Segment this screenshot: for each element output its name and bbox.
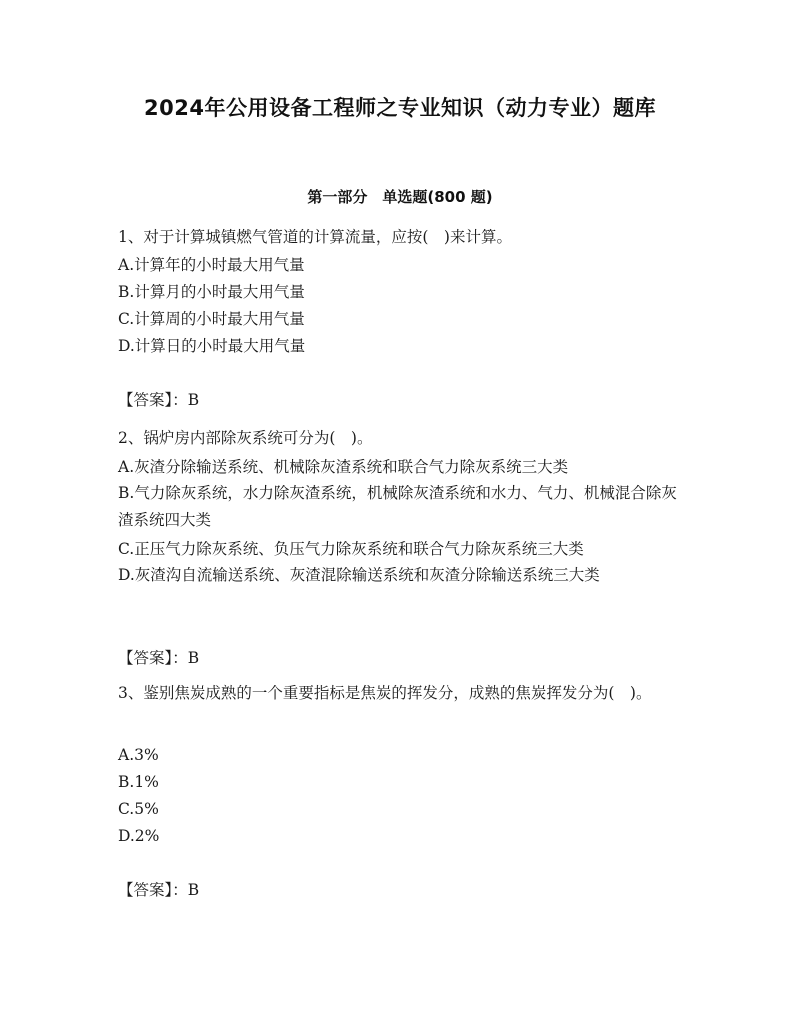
answer-label: 【答案】： [118, 391, 188, 409]
option-c: C.计算周的小时最大用气量 [118, 310, 305, 328]
option-a: A.计算年的小时最大用气量 [118, 256, 305, 274]
option-c: C.正压气力除灰系统、负压气力除灰系统和联合气力除灰系统三大类 [118, 540, 584, 558]
page-title: 2024年公用设备工程师之专业知识（动力专业）题库 [144, 96, 656, 120]
answer-line [118, 390, 199, 410]
question-stem: 1、对于计算城镇燃气管道的计算流量，应按( )来计算。 [118, 228, 512, 246]
answer-label: 【答案】： [118, 881, 188, 899]
option-d: D.灰渣沟自流输送系统、灰渣混除输送系统和灰渣分除输送系统三大类 [118, 566, 600, 584]
answer-line [118, 880, 199, 900]
question-stem: 3、鉴别焦炭成熟的一个重要指标是焦炭的挥发分，成熟的焦炭挥发分为( )。 [118, 684, 652, 702]
answer-value: B [187, 649, 200, 667]
answer-line [118, 648, 199, 668]
option-a: A.灰渣分除输送系统、机械除灰渣系统和联合气力除灰系统三大类 [118, 458, 569, 476]
option-b: B.计算月的小时最大用气量 [118, 283, 305, 301]
answer-value: B [187, 391, 200, 409]
option-a: A.3% [118, 746, 159, 764]
section-title: 第一部分 单选题(800 题) [307, 188, 493, 206]
option-b: B.气力除灰系统，水力除灰渣系统，机械除灰渣系统和水力、气力、机械混合除灰渣系统四大类 [118, 484, 677, 529]
answer-value: B [187, 881, 200, 899]
question-stem: 2、锅炉房内部除灰系统可分为( )。 [118, 429, 373, 447]
answer-label: 【答案】： [118, 649, 188, 667]
option-c: C.5% [118, 800, 159, 818]
option-d: D.计算日的小时最大用气量 [118, 337, 306, 355]
option-d: D.2% [118, 827, 160, 845]
option-b: B.1% [118, 773, 159, 791]
